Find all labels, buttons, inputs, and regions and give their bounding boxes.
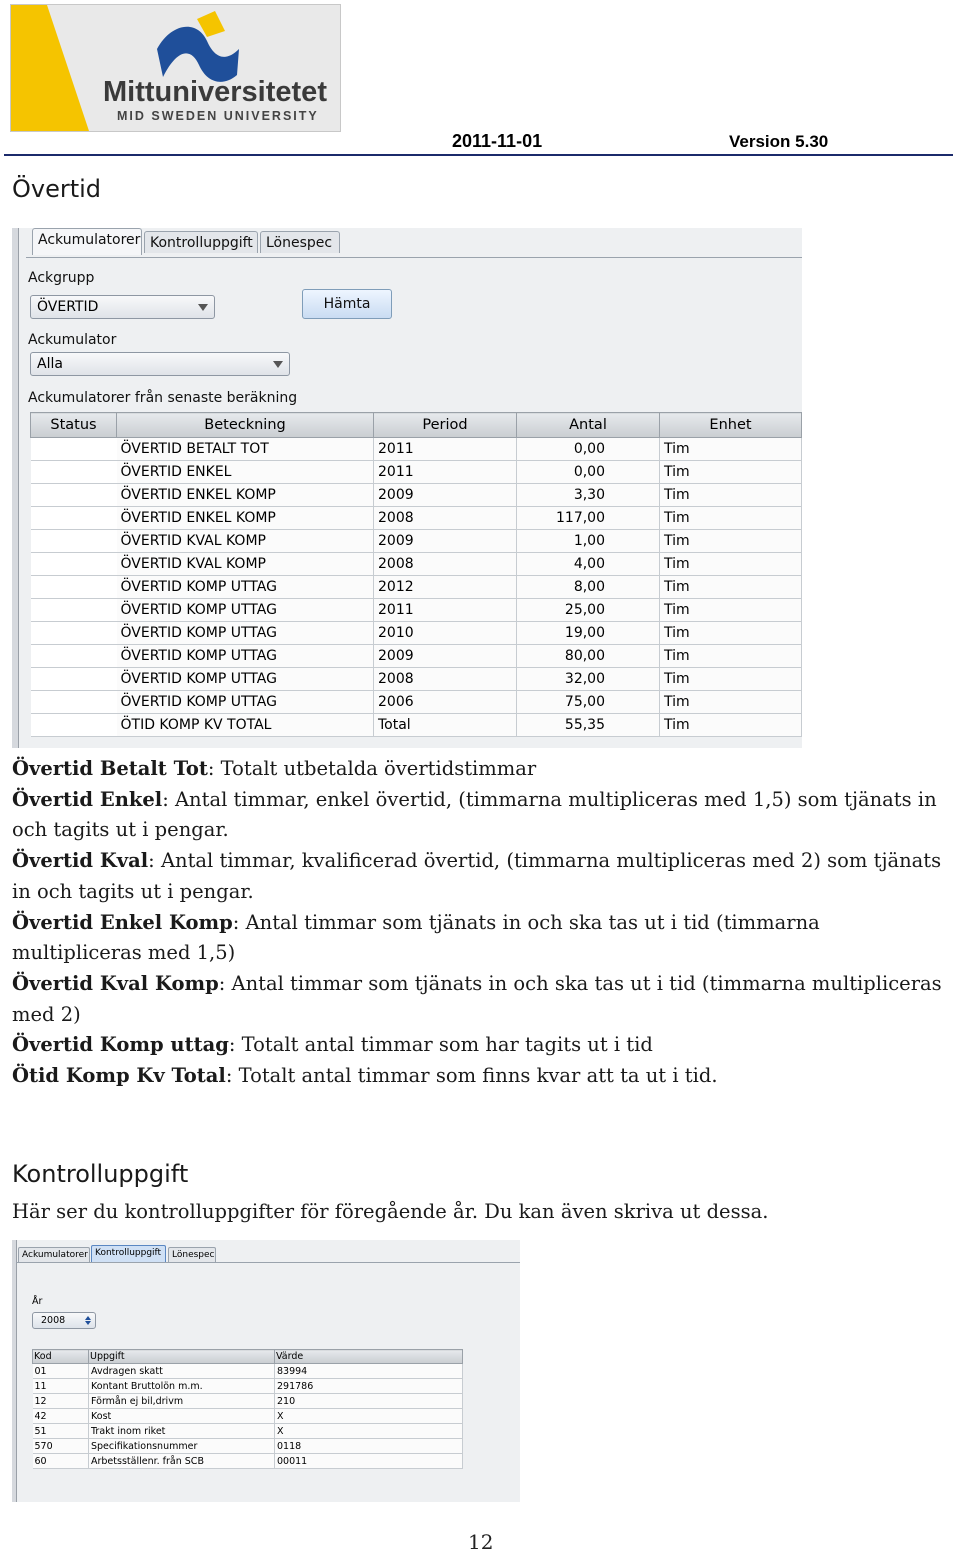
cell-antal: 19,00	[517, 622, 660, 645]
tab-kontrolluppgift[interactable]: Kontrolluppgift	[144, 231, 258, 253]
table-row[interactable]	[31, 622, 802, 645]
table-row[interactable]	[31, 507, 802, 530]
cell-antal: 8,00	[517, 576, 660, 599]
cell-status	[31, 714, 117, 737]
column-header-varde[interactable]: Värde	[275, 1350, 463, 1364]
column-header-status[interactable]: Status	[31, 413, 117, 438]
cell-kod: 12	[33, 1394, 89, 1409]
tab-ackumulatorer[interactable]: Ackumulatorer	[18, 1247, 90, 1262]
table-row[interactable]	[31, 714, 802, 737]
table-header-row	[33, 1350, 463, 1364]
table-row[interactable]	[31, 576, 802, 599]
fetch-button[interactable]: Hämta	[302, 289, 392, 319]
cell-enhet: Tim	[660, 599, 802, 622]
cell-varde: 83994	[275, 1364, 463, 1379]
cell-period: 2008	[374, 507, 517, 530]
tab-lonespec[interactable]: Lönespec	[168, 1247, 216, 1262]
spinner-arrows-icon	[84, 1316, 92, 1325]
cell-kod: 570	[33, 1439, 89, 1454]
cell-period: 2011	[374, 461, 517, 484]
definition-text: : Totalt antal timmar som har tagits ut i tid	[228, 1033, 653, 1057]
table-row[interactable]	[33, 1454, 463, 1469]
cell-enhet: Tim	[660, 576, 802, 599]
university-logo	[10, 4, 341, 132]
column-header-period[interactable]: Period	[374, 413, 517, 438]
cell-status	[31, 576, 117, 599]
chevron-down-icon	[198, 304, 208, 311]
cell-kod: 01	[33, 1364, 89, 1379]
definition-text: : Totalt utbetalda övertidstimmar	[207, 757, 537, 780]
cell-kod: 11	[33, 1379, 89, 1394]
table-row[interactable]	[33, 1409, 463, 1424]
cell-status	[31, 599, 117, 622]
cell-status	[31, 507, 117, 530]
definition-item	[12, 846, 952, 907]
cell-beteckning: ÖVERTID ENKEL KOMP	[117, 484, 374, 507]
cell-period: 2012	[374, 576, 517, 599]
table-row[interactable]	[31, 484, 802, 507]
window-edge	[12, 1240, 17, 1502]
column-header-uppgift[interactable]: Uppgift	[89, 1350, 275, 1364]
cell-period: 2010	[374, 622, 517, 645]
tab-divider	[26, 257, 802, 258]
cell-antal: 80,00	[517, 645, 660, 668]
cell-status	[31, 622, 117, 645]
definitions-list	[12, 754, 952, 1092]
definition-item	[12, 1061, 952, 1092]
cell-kod: 51	[33, 1424, 89, 1439]
cell-beteckning: ÖVERTID KOMP UTTAG	[117, 691, 374, 714]
column-header-enhet[interactable]: Enhet	[660, 413, 802, 438]
cell-varde: 00011	[275, 1454, 463, 1469]
cell-beteckning: ÖVERTID KOMP UTTAG	[117, 645, 374, 668]
cell-antal: 25,00	[517, 599, 660, 622]
definition-item	[12, 908, 952, 969]
table-row[interactable]	[31, 668, 802, 691]
definition-text: : Antal timmar som tjänats in och ska tas ut i tid (timmarna multipliceras med 2)	[12, 971, 942, 1026]
definition-term: Övertid Enkel	[12, 787, 163, 811]
cell-period: 2011	[374, 438, 517, 461]
tab-ackumulatorer[interactable]: Ackumulatorer	[32, 228, 142, 255]
cell-status	[31, 553, 117, 576]
cell-period: 2009	[374, 645, 517, 668]
cell-period: Total	[374, 714, 517, 737]
ackumulator-select[interactable]	[30, 352, 290, 376]
cell-enhet: Tim	[660, 484, 802, 507]
cell-antal: 0,00	[517, 461, 660, 484]
cell-status	[31, 668, 117, 691]
cell-uppgift: Specifikationsnummer	[89, 1439, 275, 1454]
cell-enhet: Tim	[660, 691, 802, 714]
document-date: 2011-11-01	[452, 131, 543, 151]
table-row[interactable]	[31, 645, 802, 668]
definition-item	[12, 754, 952, 785]
cell-period: 2006	[374, 691, 517, 714]
cell-beteckning: ÖVERTID KVAL KOMP	[117, 553, 374, 576]
definition-term: Övertid Kval	[12, 849, 149, 873]
cell-antal: 55,35	[517, 714, 660, 737]
cell-beteckning: ÖVERTID BETALT TOT	[117, 438, 374, 461]
document-version: Version 5.30	[729, 132, 829, 151]
table-row[interactable]	[33, 1424, 463, 1439]
table-row[interactable]	[31, 530, 802, 553]
cell-uppgift: Arbetsställenr. från SCB	[89, 1454, 275, 1469]
ackgrupp-value: ÖVERTID	[37, 299, 99, 315]
kontrolluppgift-screenshot	[12, 1240, 520, 1502]
cell-uppgift: Kontant Bruttolön m.m.	[89, 1379, 275, 1394]
cell-uppgift: Förmån ej bil,drivm	[89, 1394, 275, 1409]
table-row[interactable]	[31, 691, 802, 714]
ackumulator-label: Ackumulator	[28, 332, 117, 348]
logo-title: Mittuniversitetet	[103, 76, 327, 108]
cell-varde: 291786	[275, 1379, 463, 1394]
table-row[interactable]	[33, 1364, 463, 1379]
cell-status	[31, 691, 117, 714]
cell-enhet: Tim	[660, 714, 802, 737]
definition-text: : Antal timmar som tjänats in och ska tas ut i tid (timmarna multipliceras med 1,5)	[12, 910, 820, 965]
cell-uppgift: Trakt inom riket	[89, 1424, 275, 1439]
table-row[interactable]	[33, 1394, 463, 1409]
cell-varde: 0118	[275, 1439, 463, 1454]
cell-period: 2011	[374, 599, 517, 622]
tab-divider	[16, 1262, 520, 1263]
table-caption: Ackumulatorer från senaste beräkning	[28, 390, 298, 406]
cell-varde: 210	[275, 1394, 463, 1409]
table-row[interactable]	[31, 461, 802, 484]
cell-period: 2009	[374, 530, 517, 553]
window-edge	[12, 228, 19, 748]
accumulator-table	[30, 412, 802, 737]
cell-enhet: Tim	[660, 622, 802, 645]
cell-enhet: Tim	[660, 530, 802, 553]
cell-beteckning: ÖVERTID ENKEL	[117, 461, 374, 484]
cell-beteckning: ÖVERTID KOMP UTTAG	[117, 668, 374, 691]
cell-beteckning: ÖVERTID KOMP UTTAG	[117, 576, 374, 599]
logo-subtitle: MID SWEDEN UNIVERSITY	[117, 109, 319, 123]
definition-term: Ötid Komp Kv Total	[12, 1064, 226, 1088]
cell-beteckning: ÖVERTID KOMP UTTAG	[117, 622, 374, 645]
cell-enhet: Tim	[660, 553, 802, 576]
kontrolluppgift-table	[32, 1349, 463, 1469]
section-title-kontrolluppgift: Kontrolluppgift	[12, 1160, 189, 1188]
column-header-antal[interactable]: Antal	[517, 413, 660, 438]
definition-term: Övertid Kval Komp	[12, 971, 219, 995]
table-row[interactable]	[31, 599, 802, 622]
cell-antal: 117,00	[517, 507, 660, 530]
cell-varde: X	[275, 1424, 463, 1439]
year-spinner[interactable]	[32, 1312, 96, 1329]
definition-term: Övertid Enkel Komp	[12, 910, 233, 934]
cell-antal: 32,00	[517, 668, 660, 691]
section-intro: Här ser du kontrolluppgifter för föregående år. Du kan även skriva ut dessa.	[12, 1200, 769, 1223]
cell-enhet: Tim	[660, 438, 802, 461]
cell-beteckning: ÖVERTID KVAL KOMP	[117, 530, 374, 553]
cell-status	[31, 530, 117, 553]
cell-uppgift: Kost	[89, 1409, 275, 1424]
tab-lonespec[interactable]: Lönespec	[260, 231, 340, 253]
cell-beteckning: ÖVERTID ENKEL KOMP	[117, 507, 374, 530]
table-header-row	[31, 413, 802, 438]
column-header-beteckning[interactable]: Beteckning	[117, 413, 374, 438]
cell-antal: 1,00	[517, 530, 660, 553]
section-title-overtid: Övertid	[12, 175, 102, 203]
table-row[interactable]	[33, 1439, 463, 1454]
definition-term: Övertid Betalt Tot	[12, 757, 208, 780]
ackumulator-value: Alla	[37, 356, 63, 372]
cell-enhet: Tim	[660, 645, 802, 668]
column-header-kod[interactable]: Kod	[33, 1350, 89, 1364]
cell-antal: 0,00	[517, 438, 660, 461]
definition-text: : Totalt antal timmar som finns kvar att ta ut i tid.	[225, 1064, 718, 1088]
cell-status	[31, 645, 117, 668]
cell-enhet: Tim	[660, 668, 802, 691]
page-number: 12	[468, 1530, 494, 1554]
tab-kontrolluppgift[interactable]: Kontrolluppgift	[91, 1245, 166, 1263]
cell-kod: 42	[33, 1409, 89, 1424]
table-row[interactable]	[31, 438, 802, 461]
ackgrupp-label: Ackgrupp	[28, 270, 95, 286]
cell-antal: 75,00	[517, 691, 660, 714]
accumulator-screenshot	[12, 228, 802, 748]
table-row[interactable]	[33, 1379, 463, 1394]
cell-uppgift: Avdragen skatt	[89, 1364, 275, 1379]
ackgrupp-select[interactable]	[30, 295, 215, 319]
definition-item	[12, 1030, 952, 1061]
cell-beteckning: ÖTID KOMP KV TOTAL	[117, 714, 374, 737]
year-label: År	[32, 1296, 43, 1307]
cell-period: 2009	[374, 484, 517, 507]
cell-status	[31, 438, 117, 461]
cell-beteckning: ÖVERTID KOMP UTTAG	[117, 599, 374, 622]
definition-item	[12, 969, 952, 1030]
cell-period: 2008	[374, 553, 517, 576]
cell-enhet: Tim	[660, 507, 802, 530]
cell-status	[31, 484, 117, 507]
definition-item	[12, 785, 952, 846]
table-row[interactable]	[31, 553, 802, 576]
cell-status	[31, 461, 117, 484]
cell-varde: X	[275, 1409, 463, 1424]
cell-period: 2008	[374, 668, 517, 691]
cell-kod: 60	[33, 1454, 89, 1469]
cell-antal: 3,30	[517, 484, 660, 507]
definition-term: Övertid Komp uttag	[12, 1033, 229, 1057]
header-rule	[4, 154, 953, 156]
definition-text: : Antal timmar, kvalificerad övertid, (timmarna multipliceras med 2) som tjänats in och tagits ut i pengar.	[12, 849, 942, 903]
definition-text: : Antal timmar, enkel övertid, (timmarna multipliceras med 1,5) som tjänats in och tagits ut i pengar.	[12, 787, 937, 842]
chevron-down-icon	[273, 361, 283, 368]
cell-enhet: Tim	[660, 461, 802, 484]
cell-antal: 4,00	[517, 553, 660, 576]
year-value: 2008	[41, 1315, 66, 1326]
